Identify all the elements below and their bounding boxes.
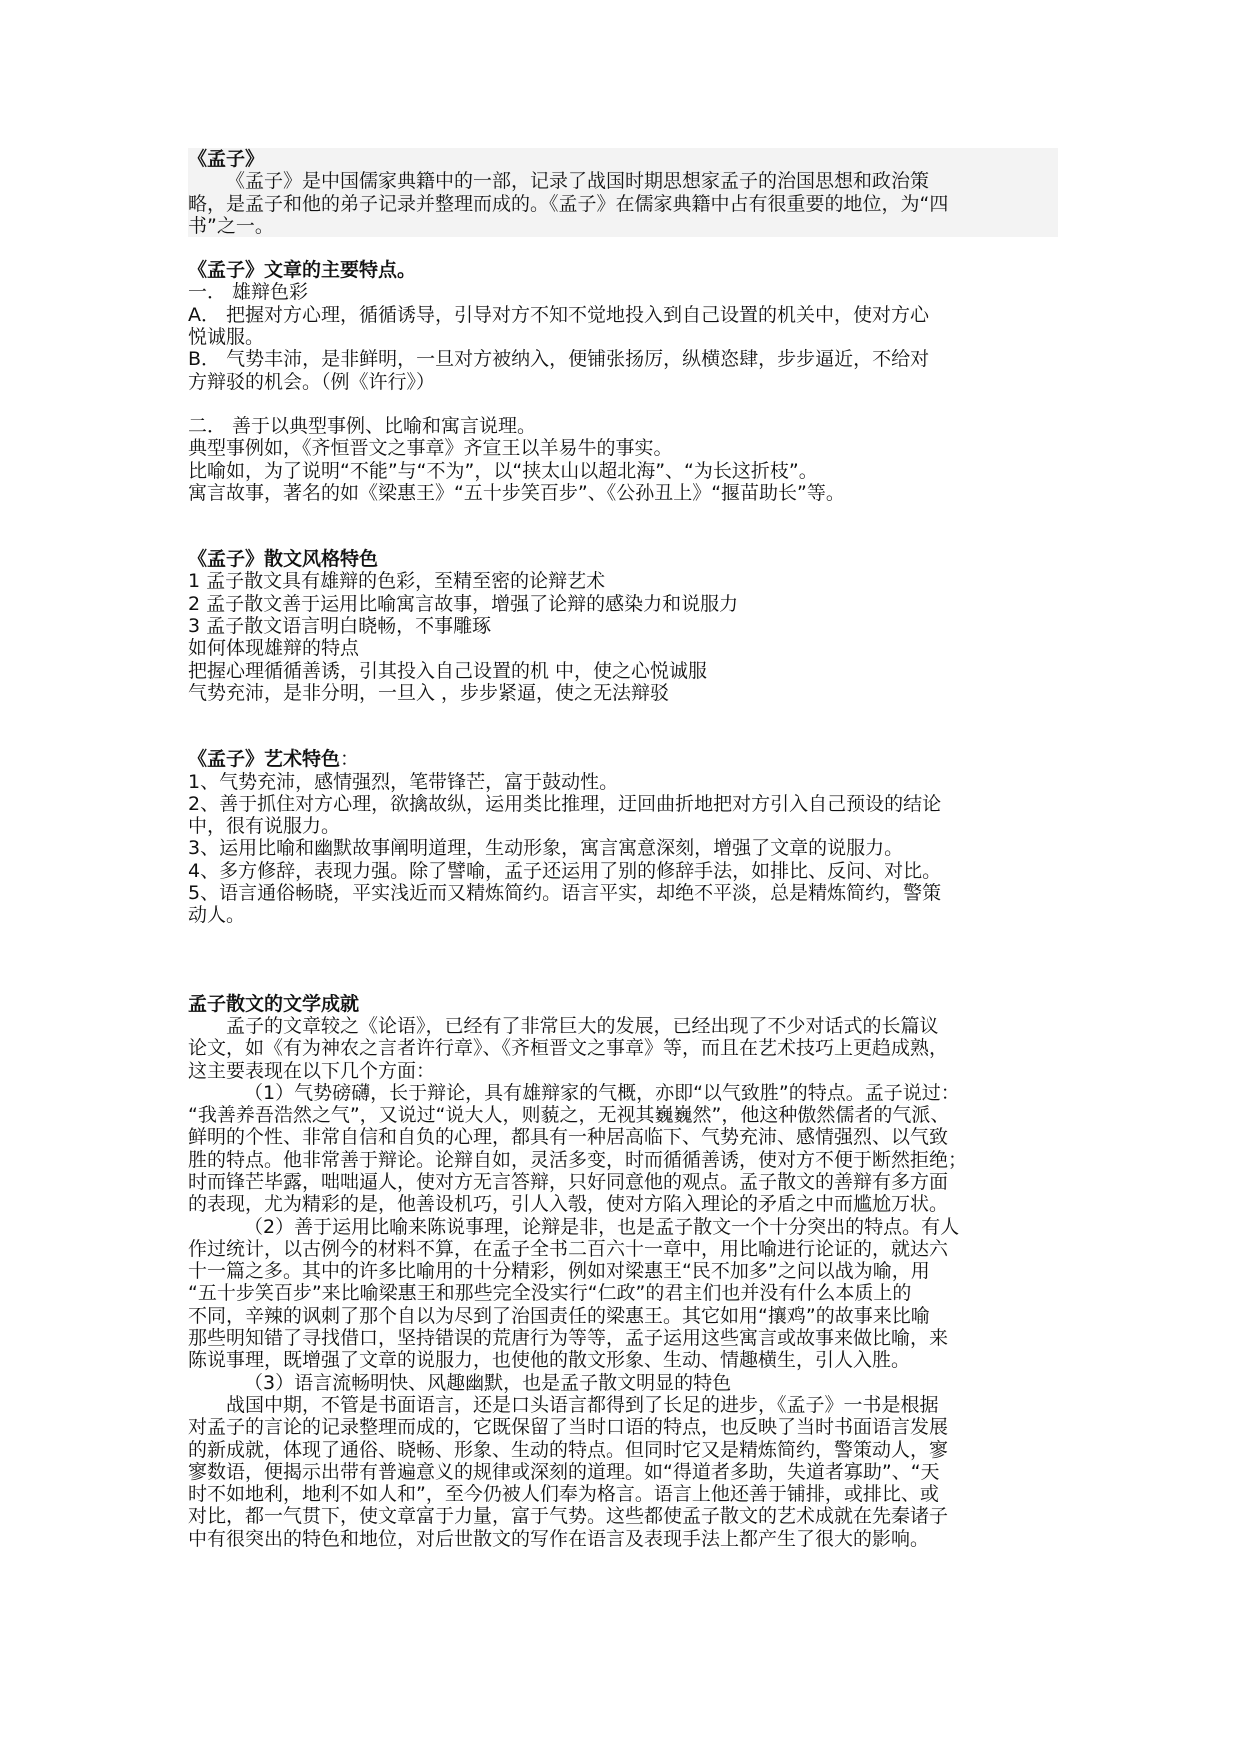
style-line: 2 孟子散文善于运用比喻寓言故事，增强了论辩的感染力和说服力: [188, 592, 739, 615]
art-title-line: [188, 748, 1058, 770]
achievement-line: 的新成就，体现了通俗、晓畅、形象、生动的特点。但同时它又是精炼简约，警策动人，寥: [188, 1438, 949, 1461]
achievement-line: 鲜明的个性、非常自信和自负的心理，都具有一种居高临下、气势充沛、感情强烈、以气致: [188, 1126, 949, 1149]
achievement-title: 孟子散文的文学成就: [188, 992, 360, 1015]
achievement-line: 战国中期，不管是书面语言，还是口头语言都得到了长足的进步，《孟子》一书是根据: [226, 1393, 939, 1416]
style-section: [188, 548, 1058, 704]
achievement-line: 对比，都一气贯下，使文章富于力量，富于气势。这些都使孟子散文的艺术成就在先秦诸子: [188, 1505, 949, 1528]
features-line: A． 把握对方心理，循循诱导，引导对方不知不觉地投入到自己设置的机关中，使对方心: [188, 303, 930, 326]
features-line: 典型事例如，《齐恒晋文之事章》齐宣王以羊易牛的事实。: [188, 437, 673, 460]
art-line: 中，很有说服力。: [188, 815, 341, 838]
features-section: [188, 259, 1058, 504]
achievement-line: 孟子的文章较之《论语》，已经有了非常巨大的发展，已经出现了不少对话式的长篇议: [226, 1014, 939, 1037]
style-line: 气势充沛，是非分明，一旦入 ，步步紧逼，使之无法辩驳: [188, 681, 670, 704]
features-line: 寓言故事，著名的如《梁惠王》“五十步笑百步”、《公孙丑上》“揠苗助长”等。: [188, 481, 845, 504]
features-line: 一． 雄辩色彩: [188, 281, 309, 304]
intro-title: 《孟子》: [188, 148, 265, 170]
achievement-section: [188, 993, 1058, 1550]
achievement-line: 那些明知错了寻找借口，坚持错误的荒唐行为等等，孟子运用这些寓言或故事来做比喻，来: [188, 1327, 949, 1350]
style-title: 《孟子》散文风格特色: [188, 548, 379, 571]
achievement-line: （2）善于运用比喻来陈说事理，论辩是非，也是孟子散文一个十分突出的特点。有人: [244, 1215, 960, 1238]
achievement-line: 十一篇之多。其中的许多比喻用的十分精彩，例如对梁惠王“民不加多”之问以战为喻，用: [188, 1260, 930, 1283]
achievement-line: （1）气势磅礴，长于辩论，具有雄辩家的气概，亦即“以气致胜”的特点。孟子说过：: [244, 1081, 960, 1104]
achievement-line: 时而锋芒毕露，咄咄逼人，使对方无言答辩，只好同意他的观点。孟子散文的善辩有多方面: [188, 1170, 949, 1193]
art-line: 1、气势充沛，感情强烈，笔带锋芒，富于鼓动性。: [188, 770, 619, 793]
style-line: 把握心理循循善诱，引其投入自己设置的机 中，使之心悦诚服: [188, 659, 708, 682]
document-body: [188, 148, 1058, 1550]
achievement-line: 的表现，尤为精彩的是，他善设机巧，引人入彀，使对方陷入理论的矛盾之中而尴尬万状。: [188, 1193, 949, 1216]
art-line: 动人。: [188, 904, 246, 927]
achievement-line: “我善养吾浩然之气”，又说过“说大人，则藐之，无视其巍巍然”，他这种傲然儒者的气派、: [188, 1104, 950, 1127]
style-line: 如何体现雄辩的特点: [188, 637, 360, 660]
art-title-suffix: ：: [340, 748, 360, 771]
achievement-line: （3）语言流畅明快、风趣幽默，也是孟子散文明显的特色: [244, 1371, 732, 1394]
intro-section: [188, 148, 1058, 237]
art-line: 3、运用比喻和幽默故事阐明道理，生动形象，寓言寓意深刻，增强了文章的说服力。: [188, 837, 904, 860]
achievement-line: 寥数语，便揭示出带有普遍意义的规律或深刻的道理。如“得道者多助，失道者寡助”、“天: [188, 1460, 940, 1483]
achievement-line: 中有很突出的特色和地位，对后世散文的写作在语言及表现手法上都产生了很大的影响。: [188, 1527, 930, 1550]
art-section: [188, 748, 1058, 926]
achievement-line: 不同，辛辣的讽刺了那个自以为尽到了治国责任的梁惠王。其它如用“攘鸡”的故事来比喻: [188, 1304, 930, 1327]
achievement-line: 时不如地利，地利不如人和”，至今仍被人们奉为格言。语言上他还善于铺排，或排比、或: [188, 1483, 939, 1506]
intro-line: 书”之一。: [188, 214, 274, 237]
art-title: 《孟子》艺术特色: [188, 748, 341, 771]
features-line: 二． 善于以典型事例、比喻和寓言说理。: [188, 414, 537, 437]
features-line: 比喻如，为了说明“不能”与“不为”，以“挟太山以超北海”、“为长这折枝”。: [188, 459, 818, 482]
achievement-line: 这主要表现在以下几个方面：: [188, 1059, 436, 1082]
art-line: 2、善于抓住对方心理，欲擒故纵，运用类比推理，迂回曲折地把对方引入自己预设的结论: [188, 792, 942, 815]
achievement-line: 作过统计，以古例今的材料不算，在孟子全书二百六十一章中，用比喻进行论证的，就达六: [188, 1237, 949, 1260]
features-title: 《孟子》文章的主要特点。: [188, 259, 417, 282]
style-line: 1 孟子散文具有雄辩的色彩，至精至密的论辩艺术: [188, 570, 606, 593]
art-line: 5、语言通俗畅晓，平实浅近而又精炼简约。语言平实，却绝不平淡，总是精炼简约，警策: [188, 882, 942, 905]
intro-line: 略，是孟子和他的弟子记录并整理而成的。《孟子》在儒家典籍中占有很重要的地位，为“四: [188, 192, 949, 215]
achievement-line: 论文，如《有为神农之言者许行章》、《齐桓晋文之事章》等，而且在艺术技巧上更趋成熟，: [188, 1037, 949, 1060]
achievement-line: 对孟子的言论的记录整理而成的，它既保留了当时口语的特点，也反映了当时书面语言发展: [188, 1416, 949, 1439]
features-line: 悦诚服。: [188, 326, 265, 349]
achievement-line: 陈说事理，既增强了文章的说服力，也使他的散文形象、生动、情趣横生，引人入胜。: [188, 1349, 911, 1372]
features-line: B． 气势丰沛，是非鲜明，一旦对方被纳入，便铺张扬厉，纵横恣肆，步步逼近，不给对: [188, 348, 930, 371]
achievement-line: 胜的特点。他非常善于辩论。论辩自如，灵活多变，时而循循善诱，使对方不便于断然拒绝；: [188, 1148, 968, 1171]
achievement-line: “五十步笑百步”来比喻梁惠王和那些完全没实行“仁政”的君主们也并没有什么本质上的: [188, 1282, 912, 1305]
intro-line: 《孟子》是中国儒家典籍中的一部，记录了战国时期思想家孟子的治国思想和政治策: [226, 170, 930, 193]
art-line: 4、多方修辞，表现力强。除了譬喻，孟子还运用了别的修辞手法，如排比、反问、对比。: [188, 859, 942, 882]
features-line: 方辩驳的机会。（例《许行》）: [188, 370, 436, 393]
style-line: 3 孟子散文语言明白晓畅，不事雕琢: [188, 615, 492, 638]
